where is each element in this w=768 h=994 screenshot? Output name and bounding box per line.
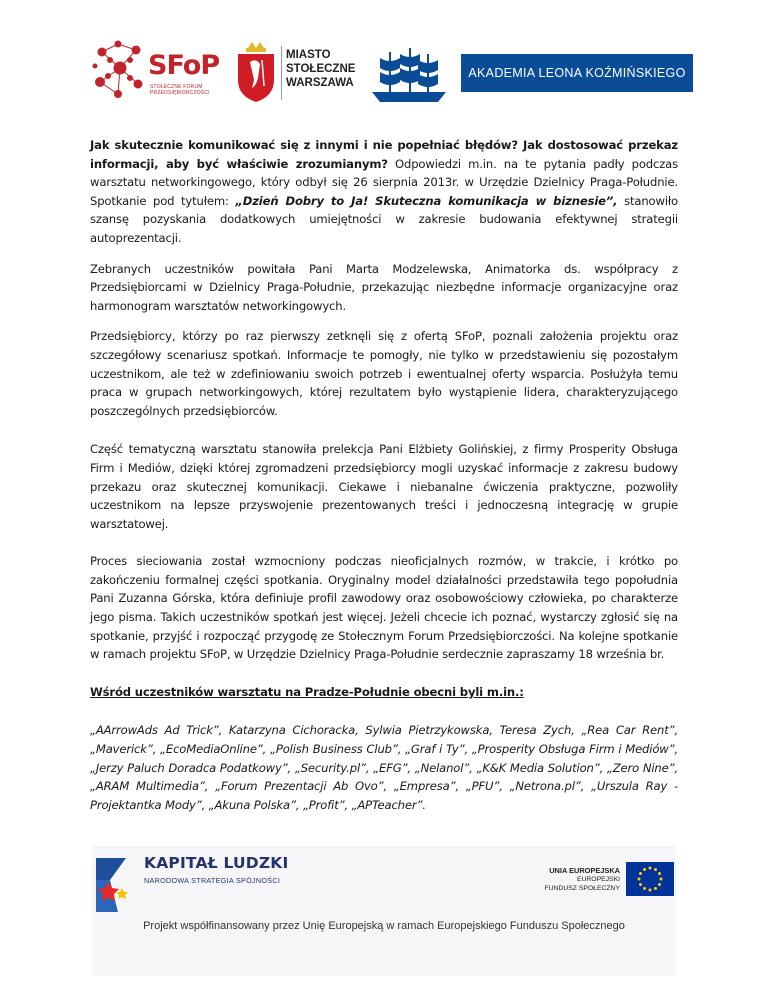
intro-text-end: stanowiło szansę pozyskania dodatkowych umiejętności w zakresie budowania efektywnej strategii autoprezentacji. [90,193,678,245]
kapital-ludzki-title: KAPITAŁ LUDZKI [144,854,289,872]
molecule-icon [92,38,148,102]
meeting-title: „Dzień Dobry to Ja! Skuteczna komunikacja w biznesie”, [235,193,618,208]
paragraph-lecture: Część tematyczną warsztatu stanowiła prelekcja Pani Elżbiety Golińskiej, z firmy Prosperity Obsługa Firm i Mediów, dzięki której zgromadzeni przedsiębiorcy mogli uzyskać informacje z zakresu budowy przekazu oraz skutecznej komunikacji. Ciekawe i niebanalne ćwiczenia praktyczne, pozwoliły uczestnikom na lepsze przyswojenie prezentowanych treści i jednoczesną integrację w grupie warsztatowej. [90,442,678,531]
header-logos [0,34,768,114]
intro-lead: Jak skutecznie komunikować się z innymi i nie popełniać błędów? Jak dostosować przekaz informacji, aby być właściwie zrozumianym? [90,138,678,171]
eu-flag-icon [626,862,674,896]
warsaw-name: MIASTO STOŁECZNE WARSZAWA [286,49,356,89]
intro-text: Odpowiedzi m.in. na te pytania padły podczas warsztatu networkingowego, który odbył się 26 sierpnia 2013r. w Urzędzie Dzielnicy Praga-Południe. Spotkanie pod tytułem: [90,156,678,208]
paragraph-entrepreneurs: Przedsiębiorcy, którzy po raz pierwszy zetknęli się z ofertą SFoP, poznali założenia projektu oraz szczegółowy scenariusz spotkań. Informacje te pomogły, nie tylko w przedstawieniu się pozostałym uczestnikom, ale też w zdefiniowaniu swoich potrzeb i ewentualnej oferty wsparcia. Posłużyła temu praca w grupach networkingowych, której rezultatem było wystąpienie lidera, charakteryzującego poszczególnych przedsiębiorców. [90,329,678,418]
paragraph-intro [90,136,678,248]
paragraph-networking: Proces sieciowania został wzmocniony podczas nieoficjalnych rozmów, w trakcie, i krótko po zakończeniu formalnej części spotkania. Oryginalny model działalności przedstawiła tego popołudnia Pani Zuzanna Górska, która definiuje profil zawodowy oraz osobowościowy człowieka, po charakterze jego pisma. Takich uczestników spotkań jest więcej. Jeżeli chcecie ich poznać, wystarczy zgłosić się na spotkanie, przyjść i rozpocząć przygodę ze Stołecznym Forum Przedsiębiorczości. Na kolejne spotkanie w ramach projektu SFoP, w Urzędzie Dzielnicy Praga-Południe serdecznie zapraszamy 18 września br. [90,554,678,662]
paragraph-welcome: Zebranych uczestników powitała Pani Marta Modzelewska, Animatorka ds. współpracy z Przedsiębiorcami w Dzielnicy Praga-Południe, przekazując niezbędne informacje organizacyjne oraz harmonogram warsztatów networkingowych. [90,261,678,313]
cofinancing-note: Projekt współfinansowany przez Unię Europejską w ramach Europejskiego Funduszu Społecznego [143,920,625,932]
eu-label: UNIA EUROPEJSKA EUROPEJSKI FUNDUSZ SPOŁECZNY [544,866,620,892]
kapital-ludzki-subtitle: NARODOWA STRATEGIA SPÓJNOŚCI [144,876,281,885]
akademia-logo: AKADEMIA LEONA KOŹMIŃSKIEGO [461,54,693,92]
participants-heading: Wśród uczestników warsztatu na Pradze-Południe obecni byli m.in.: [90,684,524,699]
sfop-logo [92,38,224,110]
ship-logo [368,46,450,106]
warsaw-coat-of-arms-icon [234,42,278,104]
sfop-wordmark: SFoP [148,50,220,81]
participants-list: „AArrowAds Ad Trick”, Katarzyna Cichoracka, Sylwia Pietrzykowska, Teresa Zych, „Rea Car Rent”, „Maverick”, „EcoMediaOnline”, „Polish Business Club”, „Graf i Ty”, „Prosperity Obsługa Firm i Mediów”, „Jerzy Paluch Doradca Podatkowy”, „Security.pl”, „EFG”, „Nelanol”, „K&K Media Solution”, „Zero Nine”, „ARAM Multimedia”, „Forum Prezentacji Ab Ovo”, „Empresa”, „PFU”, „Netrona.pl”, „Urszula Ray - Projektantka Mody”, „Akuna Polska”, „Profit”, „APTeacher”. [90,723,678,812]
footer-banner [92,846,676,976]
kapital-ludzki-logo-icon [96,858,136,912]
sfop-subtitle: STOŁECZNE FORUM PRZEDSIĘBIORCZOŚCI [150,84,210,96]
sailing-ship-icon [368,46,450,106]
warsaw-logo [234,42,354,108]
article-body [90,136,678,824]
warsaw-divider [281,46,282,100]
